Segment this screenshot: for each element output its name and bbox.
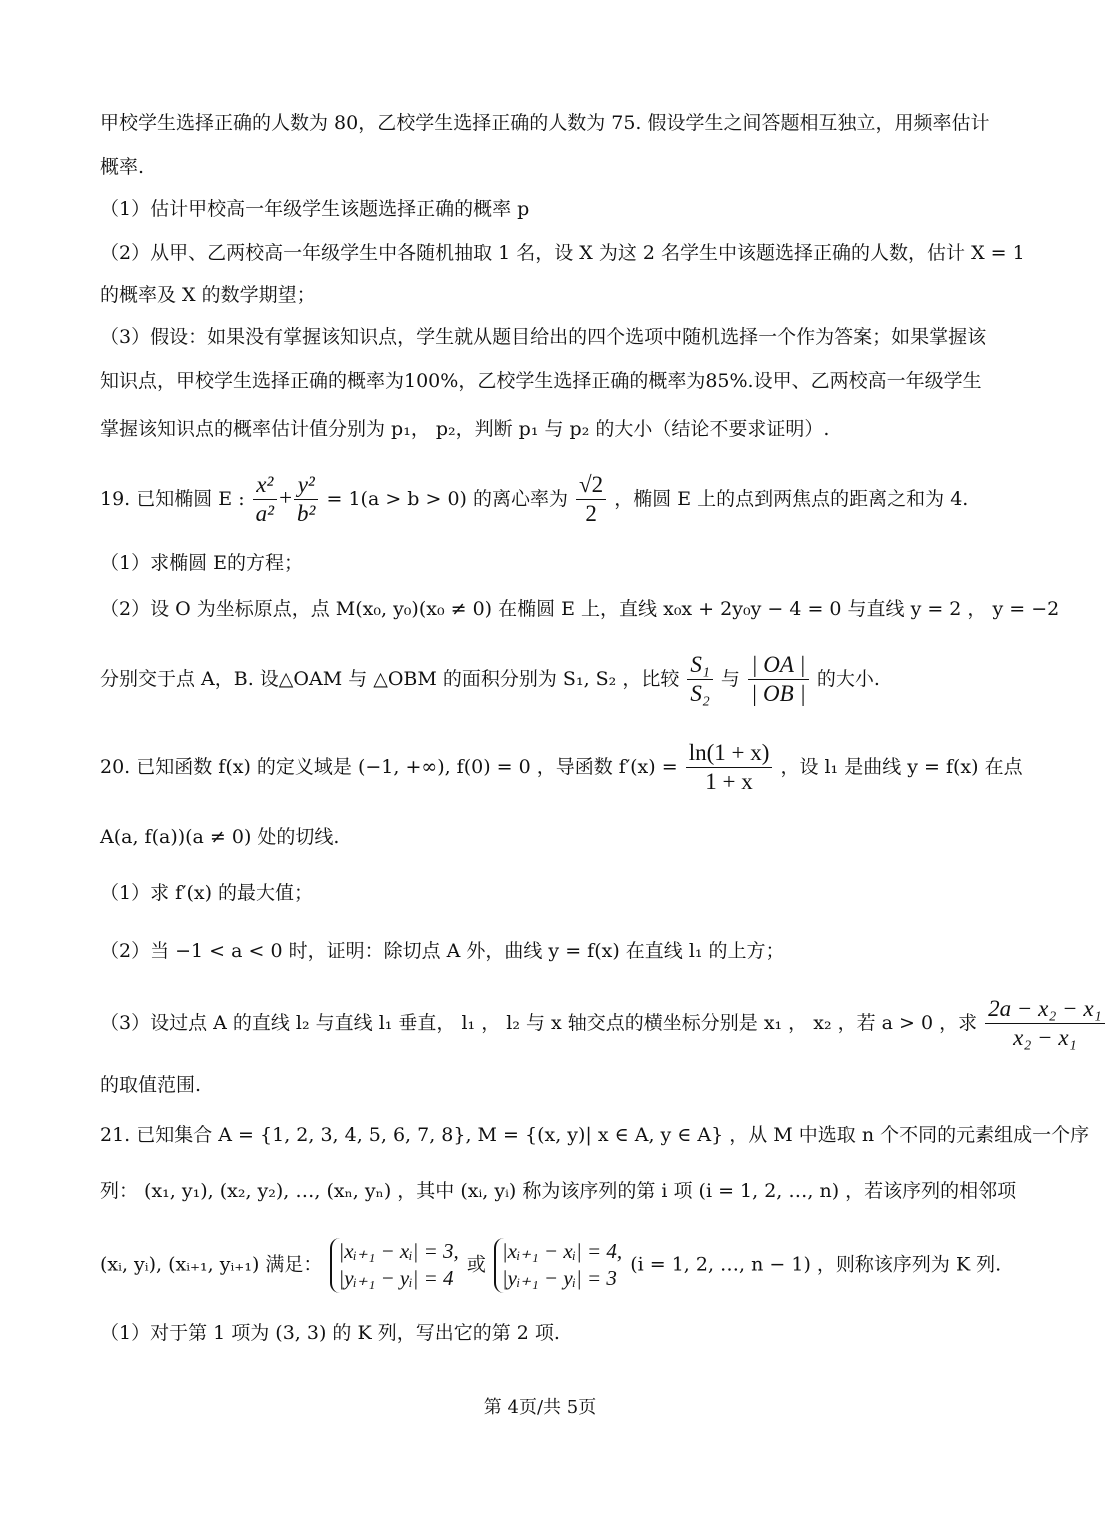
p21-system-1 <box>330 1238 458 1293</box>
p21-stem-l3-b: (i = 1, 2, …, n − 1) ，则称该序列为 K 列. <box>630 1253 1002 1276</box>
p18-line1: 甲校学生选择正确的人数为 80，乙校学生选择正确的人数为 75. 假设学生之间答题相互独立，用频率估计 <box>100 112 990 134</box>
p20-q2: （2）当 −1 < a < 0 时，证明：除切点 A 外，曲线 y = f(x) 在直线 l₁ 的上方； <box>100 940 785 962</box>
p21-sys1-eq1: |xᵢ₊₁ − xᵢ| = 3, <box>338 1239 459 1263</box>
p19-q2-line2-b: 与 <box>720 667 740 690</box>
p18-q3-line1: （3）假设：如果没有掌握该知识点，学生就从题目给出的四个选项中随机选择一个作为答案；如果掌握该 <box>100 326 987 348</box>
p18-q3-line2: 知识点，甲校学生选择正确的概率为100%，乙校学生选择正确的概率为85%.设甲、乙两校高一年级学生 <box>100 370 982 392</box>
p20-q3-a: （3）设过点 A 的直线 l₂ 与直线 l₁ 垂直， l₁ ， l₂ 与 x 轴交点的横坐标分别是 x₁ ， x₂ ，若 a > 0 ，求 <box>100 1011 978 1034</box>
p21-stem-line3 <box>100 1238 1002 1293</box>
p20-stem-b: ，设 l₁ 是曲线 y = f(x) 在点 <box>780 755 1023 778</box>
p19-frac-y-num: y² <box>294 472 318 500</box>
p19-oa-num: | OA | <box>748 652 809 680</box>
p19-frac-y <box>294 472 318 528</box>
p19-stem-b: = 1(a > b > 0) 的离心率为 <box>326 487 568 510</box>
p19-ob-den: | OB | <box>750 681 806 707</box>
p20-ratio-den: x₂ − x₁ <box>1013 1025 1077 1051</box>
p19-stem-a: 19. 已知椭圆 E : <box>100 487 245 510</box>
p21-stem-line2: 列： (x₁, y₁), (x₂, y₂), …, (xₙ, yₙ) ，其中 (xᵢ, yᵢ) 称为该序列的第 i 项 (i = 1, 2, …, n) ，若该序列的相邻项 <box>100 1180 1017 1202</box>
p20-d-den: 1 + x <box>705 769 753 795</box>
p21-or: 或 <box>466 1253 486 1276</box>
p19-q2-line2 <box>100 652 990 708</box>
p19-ecc <box>576 472 606 528</box>
p19-ecc-num: √2 <box>576 472 606 500</box>
p19-q2-line2-c: 的大小. <box>816 667 880 690</box>
p19-stem-c: ，椭圆 E 上的点到两焦点的距离之和为 4. <box>614 487 969 510</box>
p20-q3-line2: 的取值范围. <box>100 1074 202 1096</box>
p20-stem-a: 20. 已知函数 f(x) 的定义域是 (−1, +∞), f(0) = 0 ，导函数 f′(x) = <box>100 755 678 778</box>
p21-stem-l3-a: (xᵢ, yᵢ), (xᵢ₊₁, yᵢ₊₁) 满足： <box>100 1253 323 1276</box>
page-footer: 第 4页/共 5页 <box>483 1397 597 1418</box>
p19-frac-x-num: x² <box>253 472 277 500</box>
p20-q3-line1 <box>100 996 1102 1052</box>
p19-plus: + <box>279 484 293 510</box>
p19-s-num: S₁ <box>687 652 713 680</box>
p19-q2-line1: （2）设 O 为坐标原点，点 M(x₀, y₀)(x₀ ≠ 0) 在椭圆 E 上，直线 x₀x + 2y₀y − 4 = 0 与直线 y = 2 ， y = −2 <box>100 598 1060 620</box>
p19-s-ratio <box>687 652 713 708</box>
p18-q2-line2: 的概率及 X 的数学期望； <box>100 284 316 306</box>
p20-stem <box>100 740 1023 796</box>
p18-q1: （1）估计甲校高一年级学生该题选择正确的概率 p <box>100 198 530 220</box>
p21-q1: （1）对于第 1 项为 (3, 3) 的 K 列，写出它的第 2 项. <box>100 1322 560 1344</box>
p20-ratio <box>985 996 1104 1052</box>
p18-line2: 概率. <box>100 156 145 178</box>
p21-stem-line1: 21. 已知集合 A = {1, 2, 3, 4, 5, 6, 7, 8}, M = {(x, y)| x ∈ A, y ∈ A} ，从 M 中选取 n 个不同的元素组成一个序 <box>100 1124 1090 1146</box>
p19-frac-x-den: a² <box>255 501 275 527</box>
p18-q3-line3: 掌握该知识点的概率估计值分别为 p₁， p₂，判断 p₁ 与 p₂ 的大小（结论不要求证明）. <box>100 418 830 440</box>
p19-frac-x <box>253 472 277 528</box>
p21-sys1-eq2: |yᵢ₊₁ − yᵢ| = 4 <box>338 1266 454 1291</box>
p21-sys2-eq2: |yᵢ₊₁ − yᵢ| = 3 <box>501 1266 617 1291</box>
p21-system-2 <box>494 1238 622 1293</box>
p19-ecc-den: 2 <box>585 501 597 527</box>
p19-s-den: S₂ <box>690 681 710 707</box>
p19-stem <box>100 472 990 528</box>
p20-derivative <box>686 740 773 796</box>
p20-d-num: ln(1 + x) <box>686 740 773 768</box>
p18-q2-line1: （2）从甲、乙两校高一年级学生中各随机抽取 1 名，设 X 为这 2 名学生中该题选择正确的人数，估计 X = 1 <box>100 242 1025 264</box>
p20-stem-line2: A(a, f(a))(a ≠ 0) 处的切线. <box>100 826 340 848</box>
p19-q1: （1）求椭圆 E的方程； <box>100 552 303 574</box>
p19-oa-ob-ratio <box>748 652 809 708</box>
p19-frac-y-den: b² <box>297 501 316 527</box>
p20-ratio-num: 2a − x₂ − x₁ <box>985 996 1104 1024</box>
p19-q2-line2-a: 分别交于点 A，B. 设△OAM 与 △OBM 的面积分别为 S₁, S₂ ，比较 <box>100 667 680 690</box>
p20-q1: （1）求 f′(x) 的最大值； <box>100 882 314 904</box>
p21-sys2-eq1: |xᵢ₊₁ − xᵢ| = 4, <box>501 1239 623 1263</box>
